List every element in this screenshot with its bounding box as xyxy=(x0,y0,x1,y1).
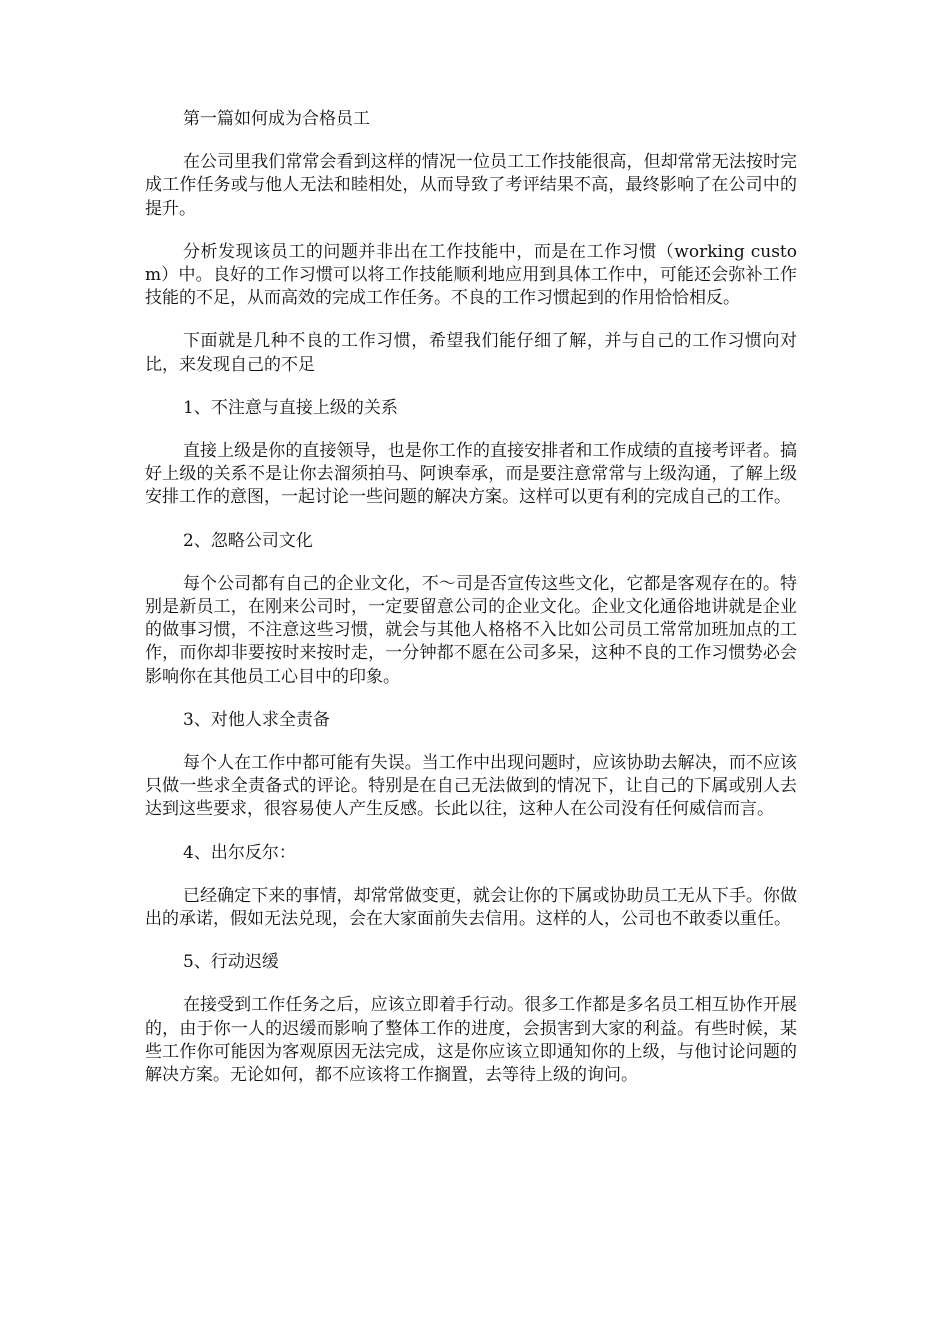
paragraph: 分析发现该员工的问题并非出在工作技能中，而是在工作习惯（working custom）中。良好的工作习惯可以将工作技能顺利地应用到具体工作中，可能还会弥补工作技能的不足，从而高效的完成工作任务。不良的工作习惯起到的作用恰恰相反。 xyxy=(145,241,797,309)
paragraph: 在接受到工作任务之后，应该立即着手行动。很多工作都是多名员工相互协作开展的，由于你一人的迟缓而影响了整体工作的进度，会损害到大家的利益。有些时候，某些工作你可能因为客观原因无法完成，这是你应该立即通知你的上级，与他讨论问题的解决方案。无论如何，都不应该将工作搁置，去等待上级的询问。 xyxy=(145,995,797,1086)
section-heading: 1、不注意与直接上级的关系 xyxy=(183,397,398,418)
paragraph: 下面就是几种不良的工作习惯，希望我们能仔细了解，并与自己的工作习惯向对比，来发现自己的不足 xyxy=(145,331,797,375)
paragraph: 直接上级是你的直接领导，也是你工作的直接安排者和工作成绩的直接考评者。搞好上级的关系不是让你去溜须拍马、阿谀奉承，而是要注意常常与上级沟通，了解上级安排工作的意图，一起讨论一些问题的解决方案。这样可以更有利的完成自己的工作。 xyxy=(145,441,797,508)
document-title: 第一篇如何成为合格员工 xyxy=(183,109,370,129)
section-heading: 3、对他人求全责备 xyxy=(183,709,330,730)
document-body xyxy=(145,108,797,1107)
section-heading: 2、忽略公司文化 xyxy=(183,530,313,551)
paragraph: 每个人在工作中都可能有失误。当工作中出现问题时，应该协助去解决，而不应该只做一些求全责备式的评论。特别是在自己无法做到的情况下，让自己的下属或别人去达到这些要求，很容易使人产生反感。长此以往，这种人在公司没有任何威信而言。 xyxy=(145,753,797,820)
paragraph: 已经确定下来的事情，却常常做变更，就会让你的下属或协助员工无从下手。你做出的承诺，假如无法兑现，会在大家面前失去信用。这样的人，公司也不敢委以重任。 xyxy=(145,885,797,930)
section-heading: 5、行动迟缓 xyxy=(183,952,279,973)
paragraph: 每个公司都有自己的企业文化，不～司是否宣传这些文化，它都是客观存在的。特别是新员工，在刚来公司时，一定要留意公司的企业文化。企业文化通俗地讲就是企业的做事习惯，不注意这些习惯，就会与其他人格格不入比如公司员工常常加班加点的工作，而你却非要按时来按时走，一分钟都不愿在公司多呆，这种不良的工作习惯势必会影响你在其他员工心目中的印象。 xyxy=(145,573,797,687)
section-heading: 4、出尔反尔： xyxy=(183,842,296,863)
paragraph: 在公司里我们常常会看到这样的情况一位员工工作技能很高，但却常常无法按时完成工作任务或与他人无法和睦相处，从而导致了考评结果不高，最终影响了在公司中的提升。 xyxy=(145,152,797,219)
